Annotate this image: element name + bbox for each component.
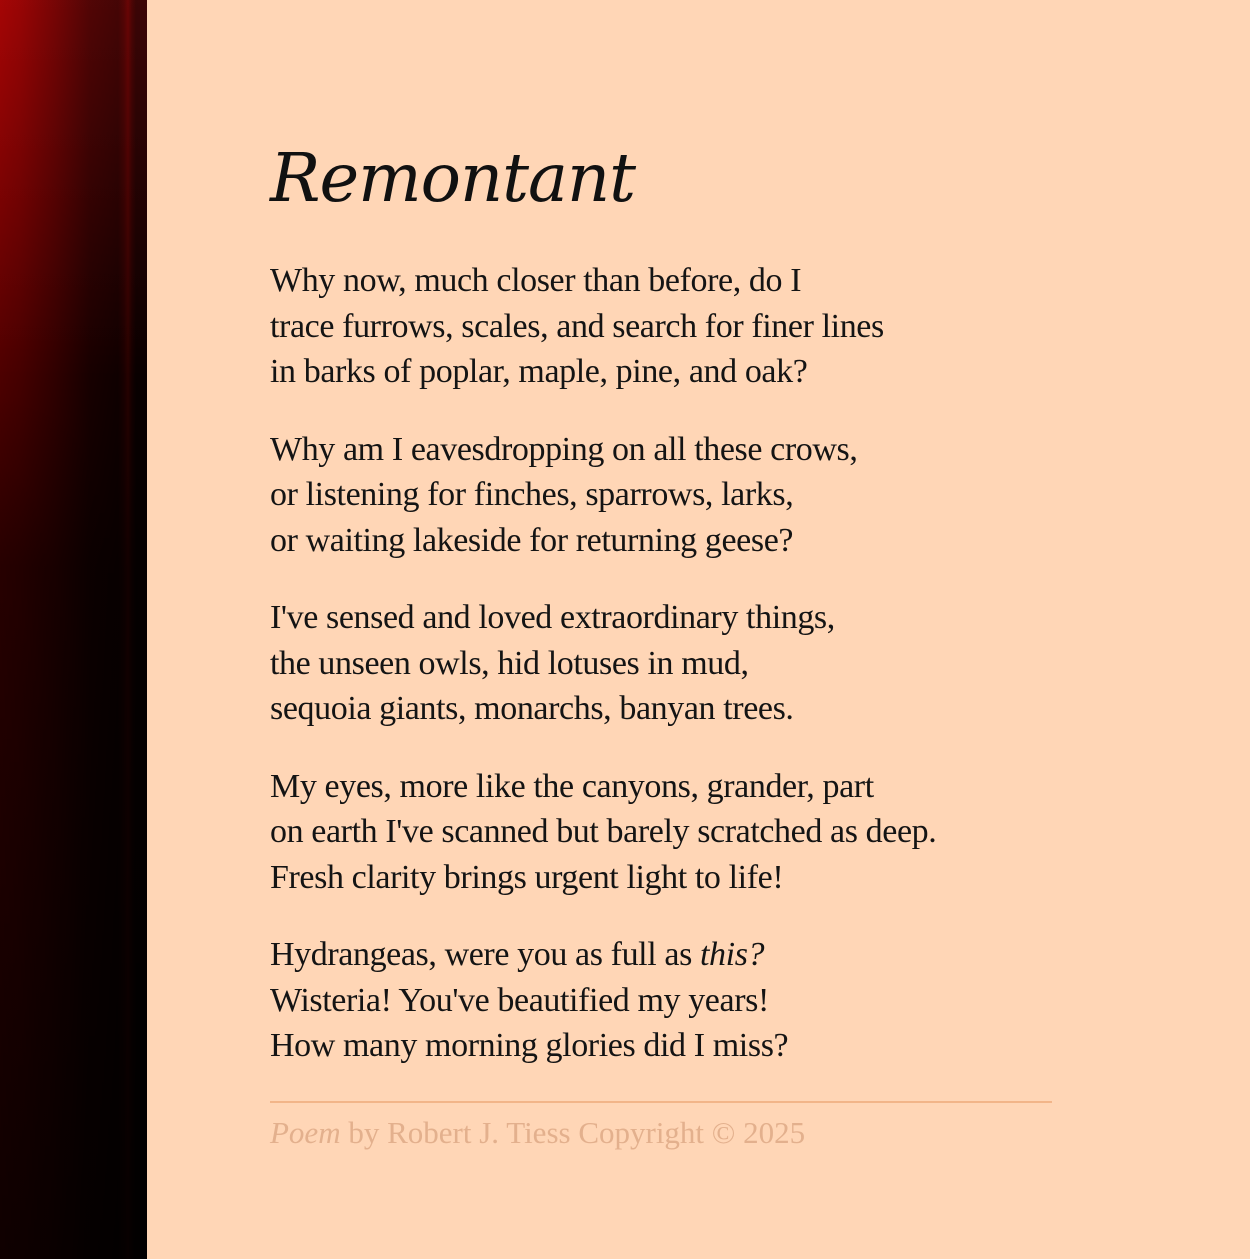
poem-line: I've sensed and loved extraordinary things,: [270, 599, 835, 636]
stanza-3: [270, 595, 1052, 732]
poem-page: [270, 128, 1052, 1153]
side-bar-shade: [0, 0, 147, 1259]
footer-poem-label: Poem: [270, 1114, 341, 1150]
stanza-2: [270, 427, 1052, 564]
stanza-1: [270, 258, 1052, 395]
stanza-5: [270, 932, 1052, 1069]
poem-line: the unseen owls, hid lotuses in mud,: [270, 644, 749, 682]
poem-body: [270, 258, 1052, 1069]
poem-line: or waiting lakeside for returning geese?: [270, 521, 794, 559]
poem-line: trace furrows, scales, and search for finer lines: [270, 307, 884, 345]
copyright-footer: [270, 1113, 1052, 1153]
poem-line: in barks of poplar, maple, pine, and oak?: [270, 353, 808, 390]
poem-line: Why am I eavesdropping on all these crows,: [270, 430, 858, 468]
footer-credit: by Robert J. Tiess Copyright © 2025: [340, 1114, 806, 1150]
footer-divider: [270, 1101, 1052, 1103]
poem-line: Wisteria! You've beautified my years!: [270, 981, 769, 1019]
poem-line: Why now, much closer than before, do I: [270, 262, 802, 299]
poem-line: [270, 932, 1052, 978]
poem-line-emphasis: this?: [700, 936, 765, 973]
poem-line: or listening for finches, sparrows, larks,: [270, 476, 794, 513]
poem-line: sequoia giants, monarchs, banyan trees.: [270, 690, 794, 727]
poem-title: Remontant: [270, 139, 636, 217]
poem-line-text: Hydrangeas, were you as full as: [270, 936, 700, 973]
poem-line: on earth I've scanned but barely scratched as deep.: [270, 813, 937, 850]
poem-line: My eyes, more like the canyons, grander, part: [270, 767, 874, 805]
decorative-side-bar: [0, 0, 147, 1259]
poem-line: Fresh clarity brings urgent light to life!: [270, 858, 784, 896]
stanza-4: [270, 764, 1052, 901]
poem-line: How many morning glories did I miss?: [270, 1027, 789, 1064]
